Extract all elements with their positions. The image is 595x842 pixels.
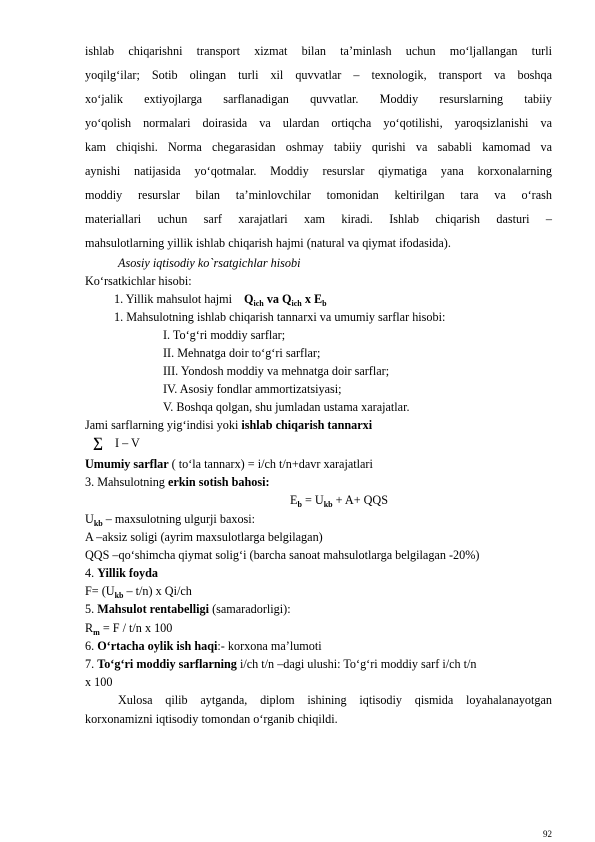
intro-line: yo‘qolish normalari doirasida va ulardan ortiqcha yo‘qotilishi, yaroqsizlanishi va	[85, 116, 552, 130]
item-annual-output: 1. Yillik mahsulot hajmi $Q_{ich}$ va $Q_{ich}$ x $E_b$	[114, 292, 327, 308]
intro-line: moddiy resurslar bilan ta’minlovchilar tomonidan keltirilgan tara va o‘rash	[85, 188, 552, 202]
profitability-formula: $R_m = F / t/n$ x 100	[85, 621, 173, 637]
cost-item: V. Boshqa qolgan, shu jumladan ustama xarajatlar.	[163, 400, 410, 414]
total-costs: Umumiy sarflar ( to‘la tannarx) = i/ch t/n+davr xarajatlari	[85, 457, 373, 471]
indicators-label: Ko‘rsatkichlar hisobi:	[85, 274, 192, 288]
a-definition: A –aksiz soligi (ayrim maxsulotlarga belgilagan)	[85, 530, 323, 544]
sum-symbol: ∑	[93, 436, 103, 451]
item-cost-calculation: 1. Mahsulotning ishlab chiqarish tannarxi va umumiy sarflar hisobi:	[114, 310, 446, 324]
cost-item: II. Mehnatga doir to‘g‘ri sarflar;	[163, 346, 321, 360]
avg-salary-heading: 6. O‘rtacha oylik ish haqi:- korxona ma’lumoti	[85, 639, 322, 653]
direct-costs-share-cont: x 100	[85, 675, 113, 689]
cost-item: I. To‘g‘ri moddiy sarflar;	[163, 328, 286, 342]
intro-line: yoqilg‘ilar; Sotib olingan turli xil quvvatlar – texnologik, transport va boshqa	[85, 68, 552, 82]
sum-formula: ∑ I – V	[93, 436, 140, 451]
section-heading: Asosiy iqtisodiy ko`rsatgichlar hisobi	[118, 256, 301, 270]
intro-line: aynishi natijasida yo‘qotmalar. Moddiy resurslar qiymatiga yana korxonalarning	[85, 164, 552, 178]
direct-costs-share: 7. To‘g‘ri moddiy sarflarning i/ch t/n –dagi ulushi: To‘g‘ri moddiy sarf i/ch t/n	[85, 657, 477, 671]
sale-price-heading: 3. Mahsulotning erkin sotish bahosi:	[85, 475, 270, 489]
page-number: 92	[543, 829, 552, 839]
conclusion-line: Xulosa qilib aytganda, diplom ishining iqtisodiy qismida loyahalanayotgan	[118, 693, 552, 707]
cost-item: IV. Asosiy fondlar ammortizatsiyasi;	[163, 382, 342, 396]
cost-item: III. Yondosh moddiy va mehnatga doir sarflar;	[163, 364, 390, 378]
output-formula: $Q_{ich}$ va $Q_{ich}$ x $E_b$	[244, 292, 327, 308]
intro-line: xo‘jalik extiyojlarga sarflanadigan quvvatlar. Moddiy resurslarning tabiiy	[85, 92, 552, 106]
u-definition: $U_{kb}$ – maxsulotning ulgurji baxosi:	[85, 512, 256, 528]
intro-line: materiallari uchun sarf xarajatlari xam kiradi. Ishlab chiqarish dasturi –	[85, 212, 552, 226]
intro-line-last: mahsulotlarning yillik ishlab chiqarish hajmi (natural va qiymat ifodasida).	[85, 236, 451, 250]
price-formula: $E_b = U_{kb} + A+$ QQS	[290, 493, 388, 509]
conclusion-line-last: korxonamizni iqtisodiy tomondan o‘rganib chiqildi.	[85, 712, 338, 726]
sum-line: Jami sarflarning yig‘indisi yoki ishlab chiqarish tannarxi	[85, 418, 373, 432]
profit-formula: $F= (U_{kb} - t/n)$ x Qi/ch	[85, 584, 192, 600]
annual-profit-heading: 4. Yillik foyda	[85, 566, 159, 580]
profitability-heading: 5. Mahsulot rentabelligi (samaradorligi):	[85, 602, 291, 616]
intro-line: ishlab chiqarishni transport xizmat bilan ta’minlash uchun mo‘ljallangan turli	[85, 44, 552, 58]
intro-line: kam chiqishi. Norma chegarasidan oshmay tabiiy qurishi va sababli kamomad va	[85, 140, 552, 154]
qqs-definition: QQS –qo‘shimcha qiymat solig‘i (barcha sanoat mahsulotlarga belgilagan -20%)	[85, 548, 480, 562]
